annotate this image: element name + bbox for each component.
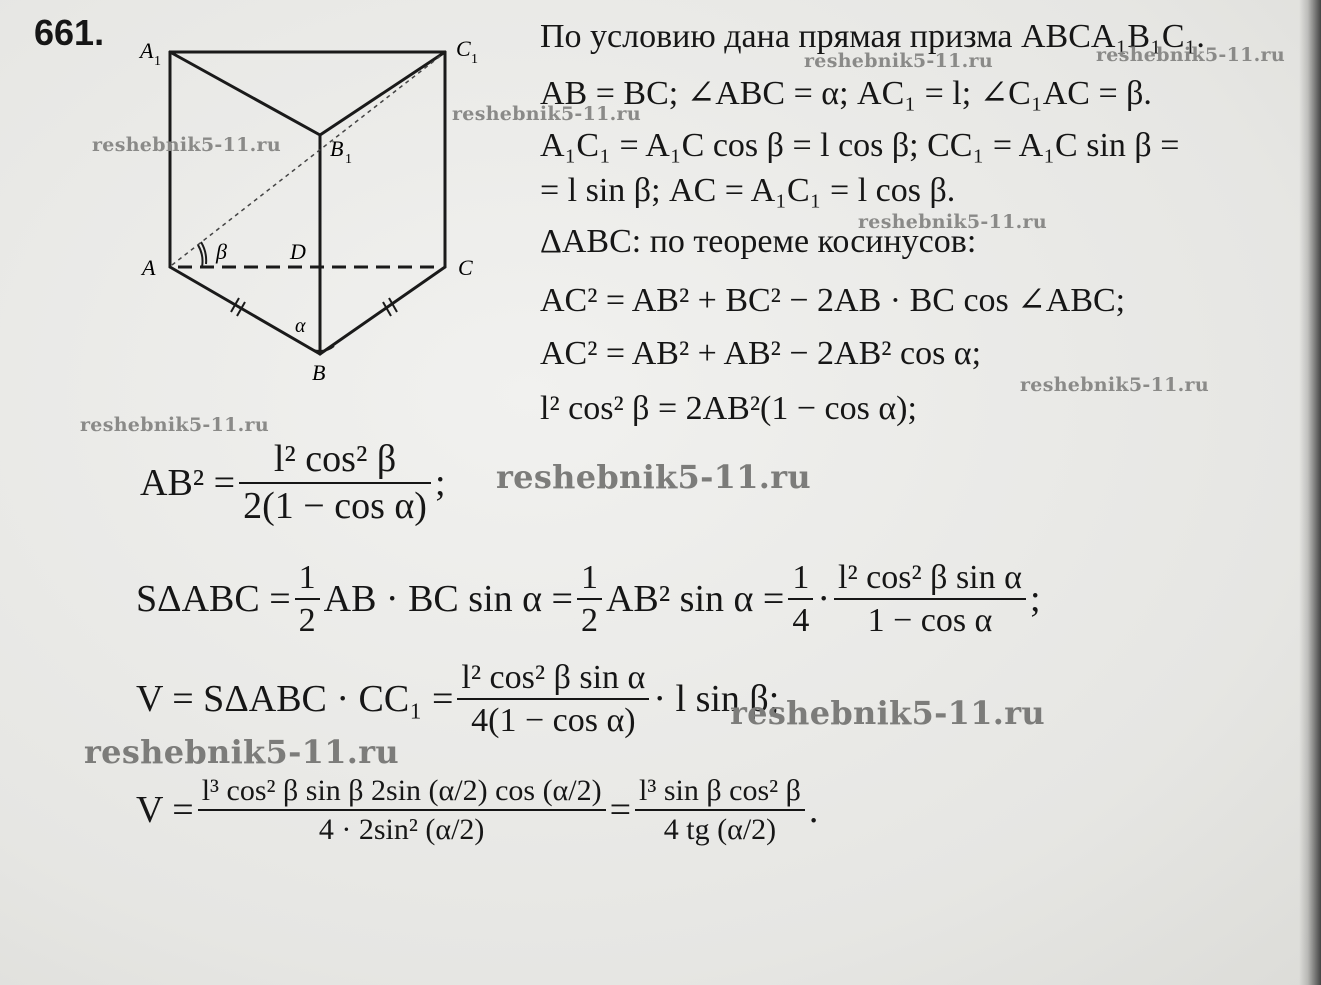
watermark: reshebnik5-11.ru (80, 414, 269, 436)
label-alpha: α (295, 315, 306, 337)
text-line-4: = l sin β; AC = A₁C₁ = l cos β. (540, 172, 956, 209)
vol2-fraction-2 (635, 775, 805, 845)
vol2-denominator: 4 · 2sin² (α/2) (318, 812, 485, 846)
ab2-lhs: AB² = (140, 462, 236, 505)
watermark: reshebnik5-11.ru (730, 694, 1045, 732)
text-line-5: ΔABC: по теореме косинусов: (540, 223, 977, 260)
vol2-lhs: V = (136, 789, 194, 831)
text-line-1: По условию дана прямая призма ABCA₁B₁C₁. (540, 18, 1205, 55)
edge-a1b1 (170, 52, 320, 135)
area-frac-2-den: 2 (580, 601, 598, 639)
formula-ab-squared (136, 440, 450, 527)
label-c: C (458, 255, 473, 280)
label-c1-sub: 1 (471, 52, 478, 67)
ab2-end: ; (434, 462, 446, 505)
label-b1-sub: 1 (345, 152, 352, 167)
area-frac-2-num: 1 (577, 560, 602, 600)
area-dot: · (817, 578, 830, 621)
area-frac-4 (834, 560, 1026, 638)
ab2-denominator: 2(1 − cos α) (243, 484, 427, 527)
label-b: B (312, 360, 326, 385)
text-line-6: AC² = AB² + BC² − 2AB · BC cos ∠ABC; (540, 282, 1126, 319)
watermark: reshebnik5-11.ru (858, 211, 1047, 233)
area-frac-4-num: l² cos² β sin α (834, 560, 1026, 600)
ab2-numerator: l² cos² β (239, 440, 431, 484)
vol2-denominator-2: 4 tg (α/2) (663, 812, 777, 846)
area-frac-1 (295, 560, 320, 638)
vol1-end: · l sin β; (653, 678, 780, 721)
watermark: reshebnik5-11.ru (1096, 44, 1285, 66)
area-frac-3-num: 1 (788, 560, 813, 600)
edge-c1b1 (320, 52, 445, 135)
area-frac-1-den: 2 (298, 601, 316, 639)
page-edge-shadow (1299, 0, 1321, 985)
area-lhs: SΔABC = (136, 578, 291, 621)
area-frac-4-den: 1 − cos α (867, 601, 993, 639)
watermark: reshebnik5-11.ru (92, 134, 281, 156)
label-a1: A (140, 38, 154, 63)
watermark: reshebnik5-11.ru (1020, 374, 1209, 396)
area-mid-1: AB · BC sin α = (323, 578, 573, 621)
angle-beta-arc (198, 245, 203, 267)
label-b1: B (330, 136, 344, 161)
area-frac-3 (788, 560, 813, 638)
vol1-lhs: V = SΔABC · CC₁ = (136, 678, 454, 721)
area-frac-2 (577, 560, 602, 638)
vol2-numerator: l³ cos² β sin β 2sin (α/2) cos (α/2) (198, 775, 606, 811)
area-mid-2: AB² sin α = (605, 578, 785, 621)
label-beta: β (216, 239, 227, 264)
vol2-end: . (808, 789, 819, 831)
text-line-7: AC² = AB² + AB² − 2AB² cos α; (540, 335, 982, 372)
edge-ab (170, 267, 320, 354)
vol1-numerator: l² cos² β sin α (457, 660, 649, 700)
prism-figure (130, 30, 490, 390)
vol1-fraction (457, 660, 649, 738)
area-frac-1-num: 1 (295, 560, 320, 600)
vol1-denominator: 4(1 − cos α) (471, 701, 636, 739)
text-line-3: A₁C₁ = A₁C cos β = l cos β; CC₁ = A₁C sin β = (540, 127, 1180, 164)
formula-volume-2 (132, 775, 822, 845)
vol2-numerator-2: l³ sin β cos² β (635, 775, 805, 811)
diagonal-ac1 (172, 54, 443, 265)
label-d: D (290, 239, 306, 264)
text-line-8: l² cos² β = 2AB²(1 − cos α); (540, 390, 917, 427)
edge-bc (320, 267, 445, 354)
problem-number: 661. (34, 12, 105, 53)
vol2-eq: = (609, 789, 632, 831)
label-c1: C (456, 36, 471, 61)
watermark: reshebnik5-11.ru (804, 50, 993, 72)
area-end: ; (1029, 578, 1041, 621)
label-a: A (142, 255, 156, 280)
formula-area (132, 560, 1045, 638)
label-a1-sub: 1 (154, 54, 161, 69)
area-frac-3-den: 4 (792, 601, 810, 639)
watermark: reshebnik5-11.ru (452, 103, 641, 125)
formula-volume-1 (132, 660, 783, 738)
watermark: reshebnik5-11.ru (84, 733, 399, 771)
vol2-fraction-1 (198, 775, 606, 845)
ab2-fraction (239, 440, 431, 527)
text-line-2: AB = BC; ∠ABC = α; AC₁ = l; ∠C₁AC = β. (540, 75, 1152, 112)
watermark: reshebnik5-11.ru (496, 458, 811, 496)
